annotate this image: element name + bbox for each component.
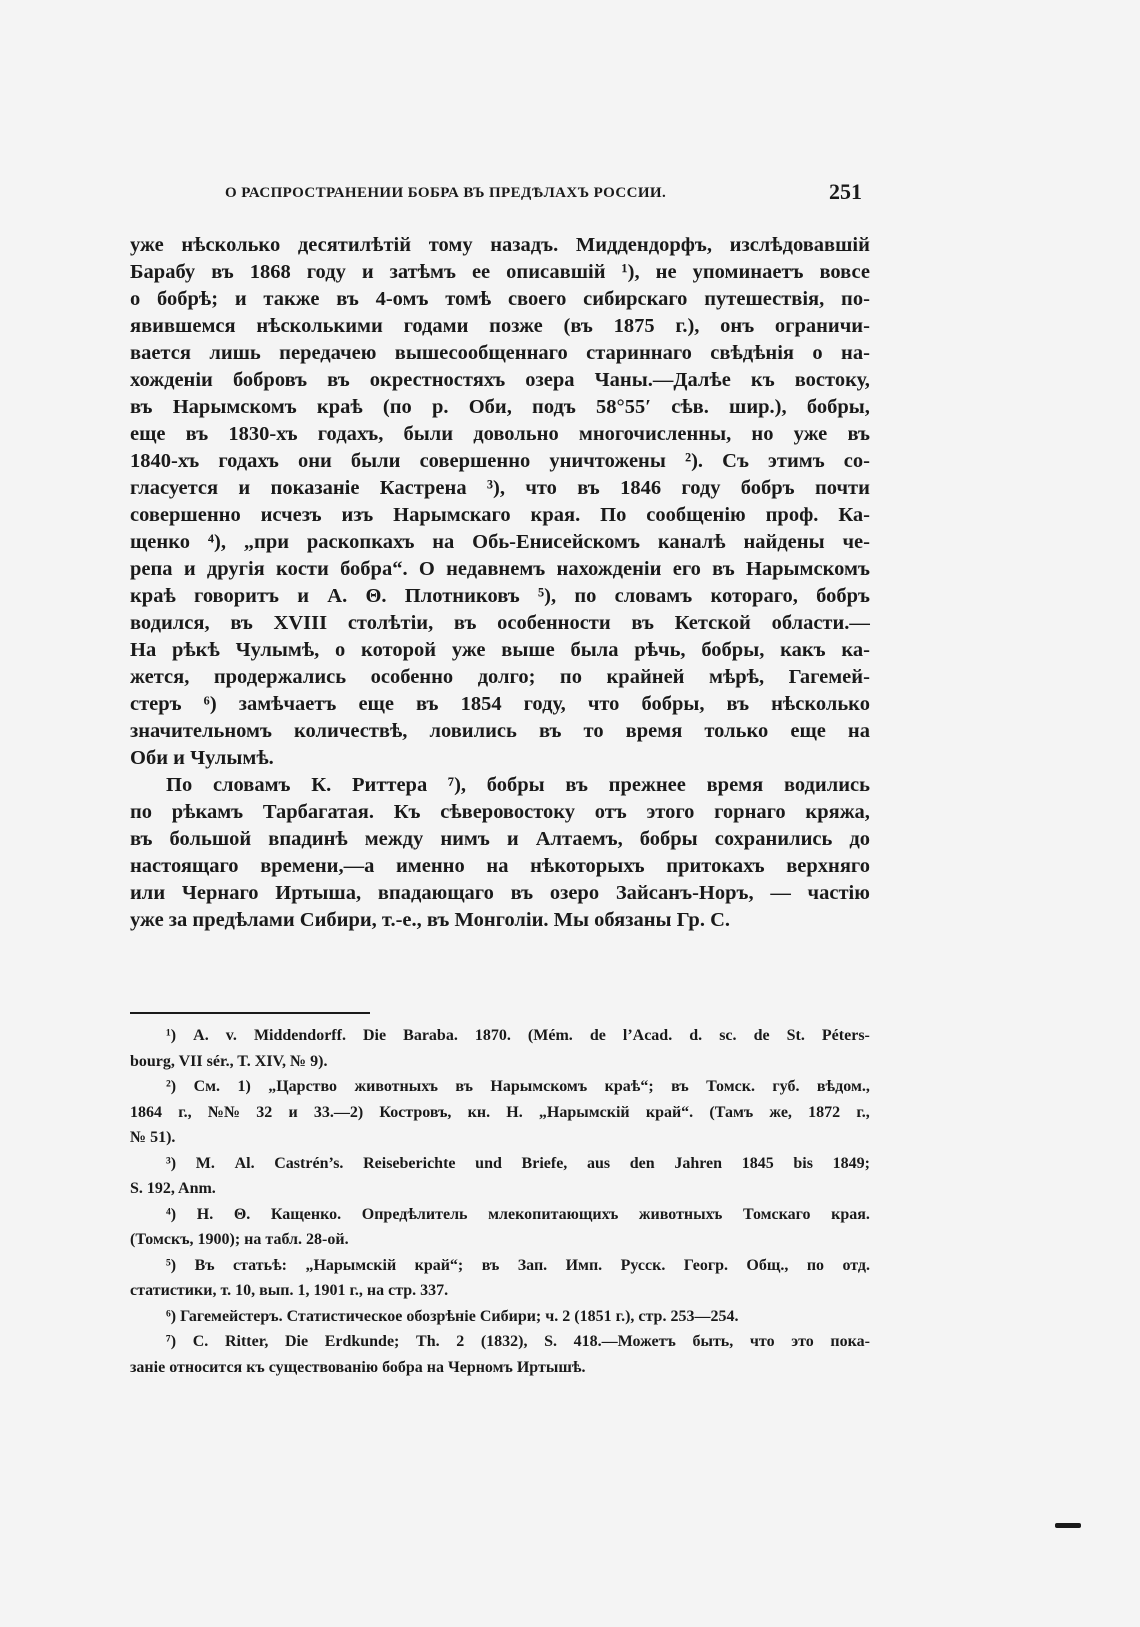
text-line: стеръ ⁶) замѣчаетъ еще въ 1854 году, что бобры, въ нѣсколько <box>130 693 870 715</box>
text-line: въ Нарымскомъ краѣ (по р. Оби, подъ 58°55′ сѣв. шир.), бобры, <box>130 396 870 418</box>
text-line: водился, въ XVIII столѣтіи, въ особенности въ Кетской области.— <box>130 612 870 634</box>
text-line: уже нѣсколько десятилѣтій тому назадъ. Миддендорфъ, изслѣдовавшій <box>130 234 870 256</box>
text-line: о бобрѣ; и также въ 4-омъ томѣ своего сибирскаго путешествія, по- <box>130 288 870 310</box>
footnote-line: заніе относится къ существованію бобра на Черномъ Иртышѣ. <box>130 1358 586 1376</box>
footnote <box>130 1304 870 1330</box>
paragraph <box>130 772 870 934</box>
text-line: хожденіи бобровъ въ окрестностяхъ озера Чаны.—Далѣе къ востоку, <box>130 369 870 391</box>
body-text <box>130 232 870 934</box>
text-line: По словамъ К. Риттера ⁷), бобры въ прежнее время водились <box>166 774 870 796</box>
text-line: явившемся нѣсколькими годами позже (въ 1875 г.), онъ ограничи- <box>130 315 870 337</box>
paragraph <box>130 232 870 772</box>
text-line: Оби и Чулымѣ. <box>130 747 274 769</box>
text-line: значительномъ количествѣ, ловились въ то время только еще на <box>130 720 870 742</box>
text-line: 1840-хъ годахъ они были совершенно уничтожены ²). Съ этимъ со- <box>130 450 870 472</box>
footnote-line: ⁶) Гагемейстеръ. Статистическое обозрѣніе Сибири; ч. 2 (1851 г.), стр. 253—254. <box>166 1307 739 1325</box>
footnote-line: ³) M. Al. Castrén’s. Reiseberichte und Briefe, aus den Jahren 1845 bis 1849; <box>166 1154 870 1172</box>
text-line: краѣ говоритъ и А. Θ. Плотниковъ ⁵), по словамъ котораго, бобръ <box>130 585 870 607</box>
text-line: жется, продержались особенно долго; по крайней мѣрѣ, Гагемей- <box>130 666 870 688</box>
footnote-line: № 51). <box>130 1129 176 1146</box>
text-line: вается лишь передачею вышесообщеннаго стариннаго свѣдѣнія о на- <box>130 342 870 364</box>
footnote <box>130 1202 870 1253</box>
text-line: уже за предѣлами Сибири, т.-е., въ Монголіи. Мы обязаны Гр. С. <box>130 909 731 931</box>
footnote-line: 1864 г., №№ 32 и 33.—2) Костровъ, кн. Н. „Нарымскій край“. (Тамъ же, 1872 г., <box>130 1103 870 1121</box>
scan-mark <box>1055 1523 1081 1528</box>
text-line: На рѣкѣ Чулымѣ, о которой уже выше была рѣчь, бобры, какъ ка- <box>130 639 870 661</box>
running-header <box>130 181 870 211</box>
text-line: Барабу въ 1868 году и затѣмъ ее описавшій ¹), не упоминаетъ вовсе <box>130 261 870 283</box>
text-line: или Чернаго Иртыша, впадающаго въ озеро Зайсанъ-Норъ, — частію <box>130 882 870 904</box>
footnote-line: S. 192, Anm. <box>130 1180 216 1197</box>
text-line: настоящаго времени,—а именно на нѣкоторыхъ притокахъ верхняго <box>130 855 870 877</box>
footnote <box>130 1151 870 1202</box>
footnote-line: ¹) A. v. Middendorff. Die Baraba. 1870. (Mém. de l’Acad. d. sc. de St. Péters- <box>166 1027 870 1044</box>
text-line: въ большой впадинѣ между нимъ и Алтаемъ, бобры сохранились до <box>130 828 870 850</box>
text-line: совершенно исчезъ изъ Нарымскаго края. По сообщенію проф. Ка- <box>130 504 870 526</box>
footnote <box>130 1023 870 1074</box>
footnote-line: (Томскъ, 1900); на табл. 28-ой. <box>130 1231 349 1248</box>
footnote-divider <box>130 1012 370 1014</box>
text-line: гласуется и показаніе Кастрена ³), что въ 1846 году бобръ почти <box>130 477 870 499</box>
text-line: репа и другія кости бобра“. О недавнемъ нахожденіи его въ Нарымскомъ <box>130 558 870 580</box>
footnote-line: bourg, VII sér., T. XIV, № 9). <box>130 1052 328 1070</box>
text-line: еще въ 1830-хъ годахъ, были довольно многочисленны, но уже въ <box>130 423 870 445</box>
footnote <box>130 1253 870 1304</box>
page-number: 251 <box>829 179 862 204</box>
footnote-line: ⁷) C. Ritter, Die Erdkunde; Th. 2 (1832), S. 418.—Можетъ быть, что это пока- <box>166 1333 870 1350</box>
footnotes <box>130 1023 870 1380</box>
text-line: щенко ⁴), „при раскопкахъ на Обь-Енисейскомъ каналѣ найдены че- <box>130 531 870 553</box>
footnote <box>130 1074 870 1151</box>
text-line: по рѣкамъ Тарбагатая. Къ сѣверовостоку отъ этого горнаго кряжа, <box>130 801 870 823</box>
footnote-line: ⁵) Въ статьѣ: „Нарымскій край“; въ Зап. Имп. Русск. Геогр. Общ., по отд. <box>166 1256 870 1274</box>
footnote-line: статистики, т. 10, вып. 1, 1901 г., на стр. 337. <box>130 1282 449 1299</box>
footnote-line: ²) См. 1) „Царство животныхъ въ Нарымскомъ краѣ“; въ Томск. губ. вѣдом., <box>166 1078 870 1095</box>
running-title: О РАСПРОСТРАНЕНИИ БОБРА ВЪ ПРЕДѢЛАХЪ РОССИИ. <box>225 185 667 201</box>
footnote <box>130 1329 870 1380</box>
footnote-line: ⁴) Н. Θ. Кащенко. Опредѣлитель млекопитающихъ животныхъ Томскаго края. <box>166 1205 870 1223</box>
